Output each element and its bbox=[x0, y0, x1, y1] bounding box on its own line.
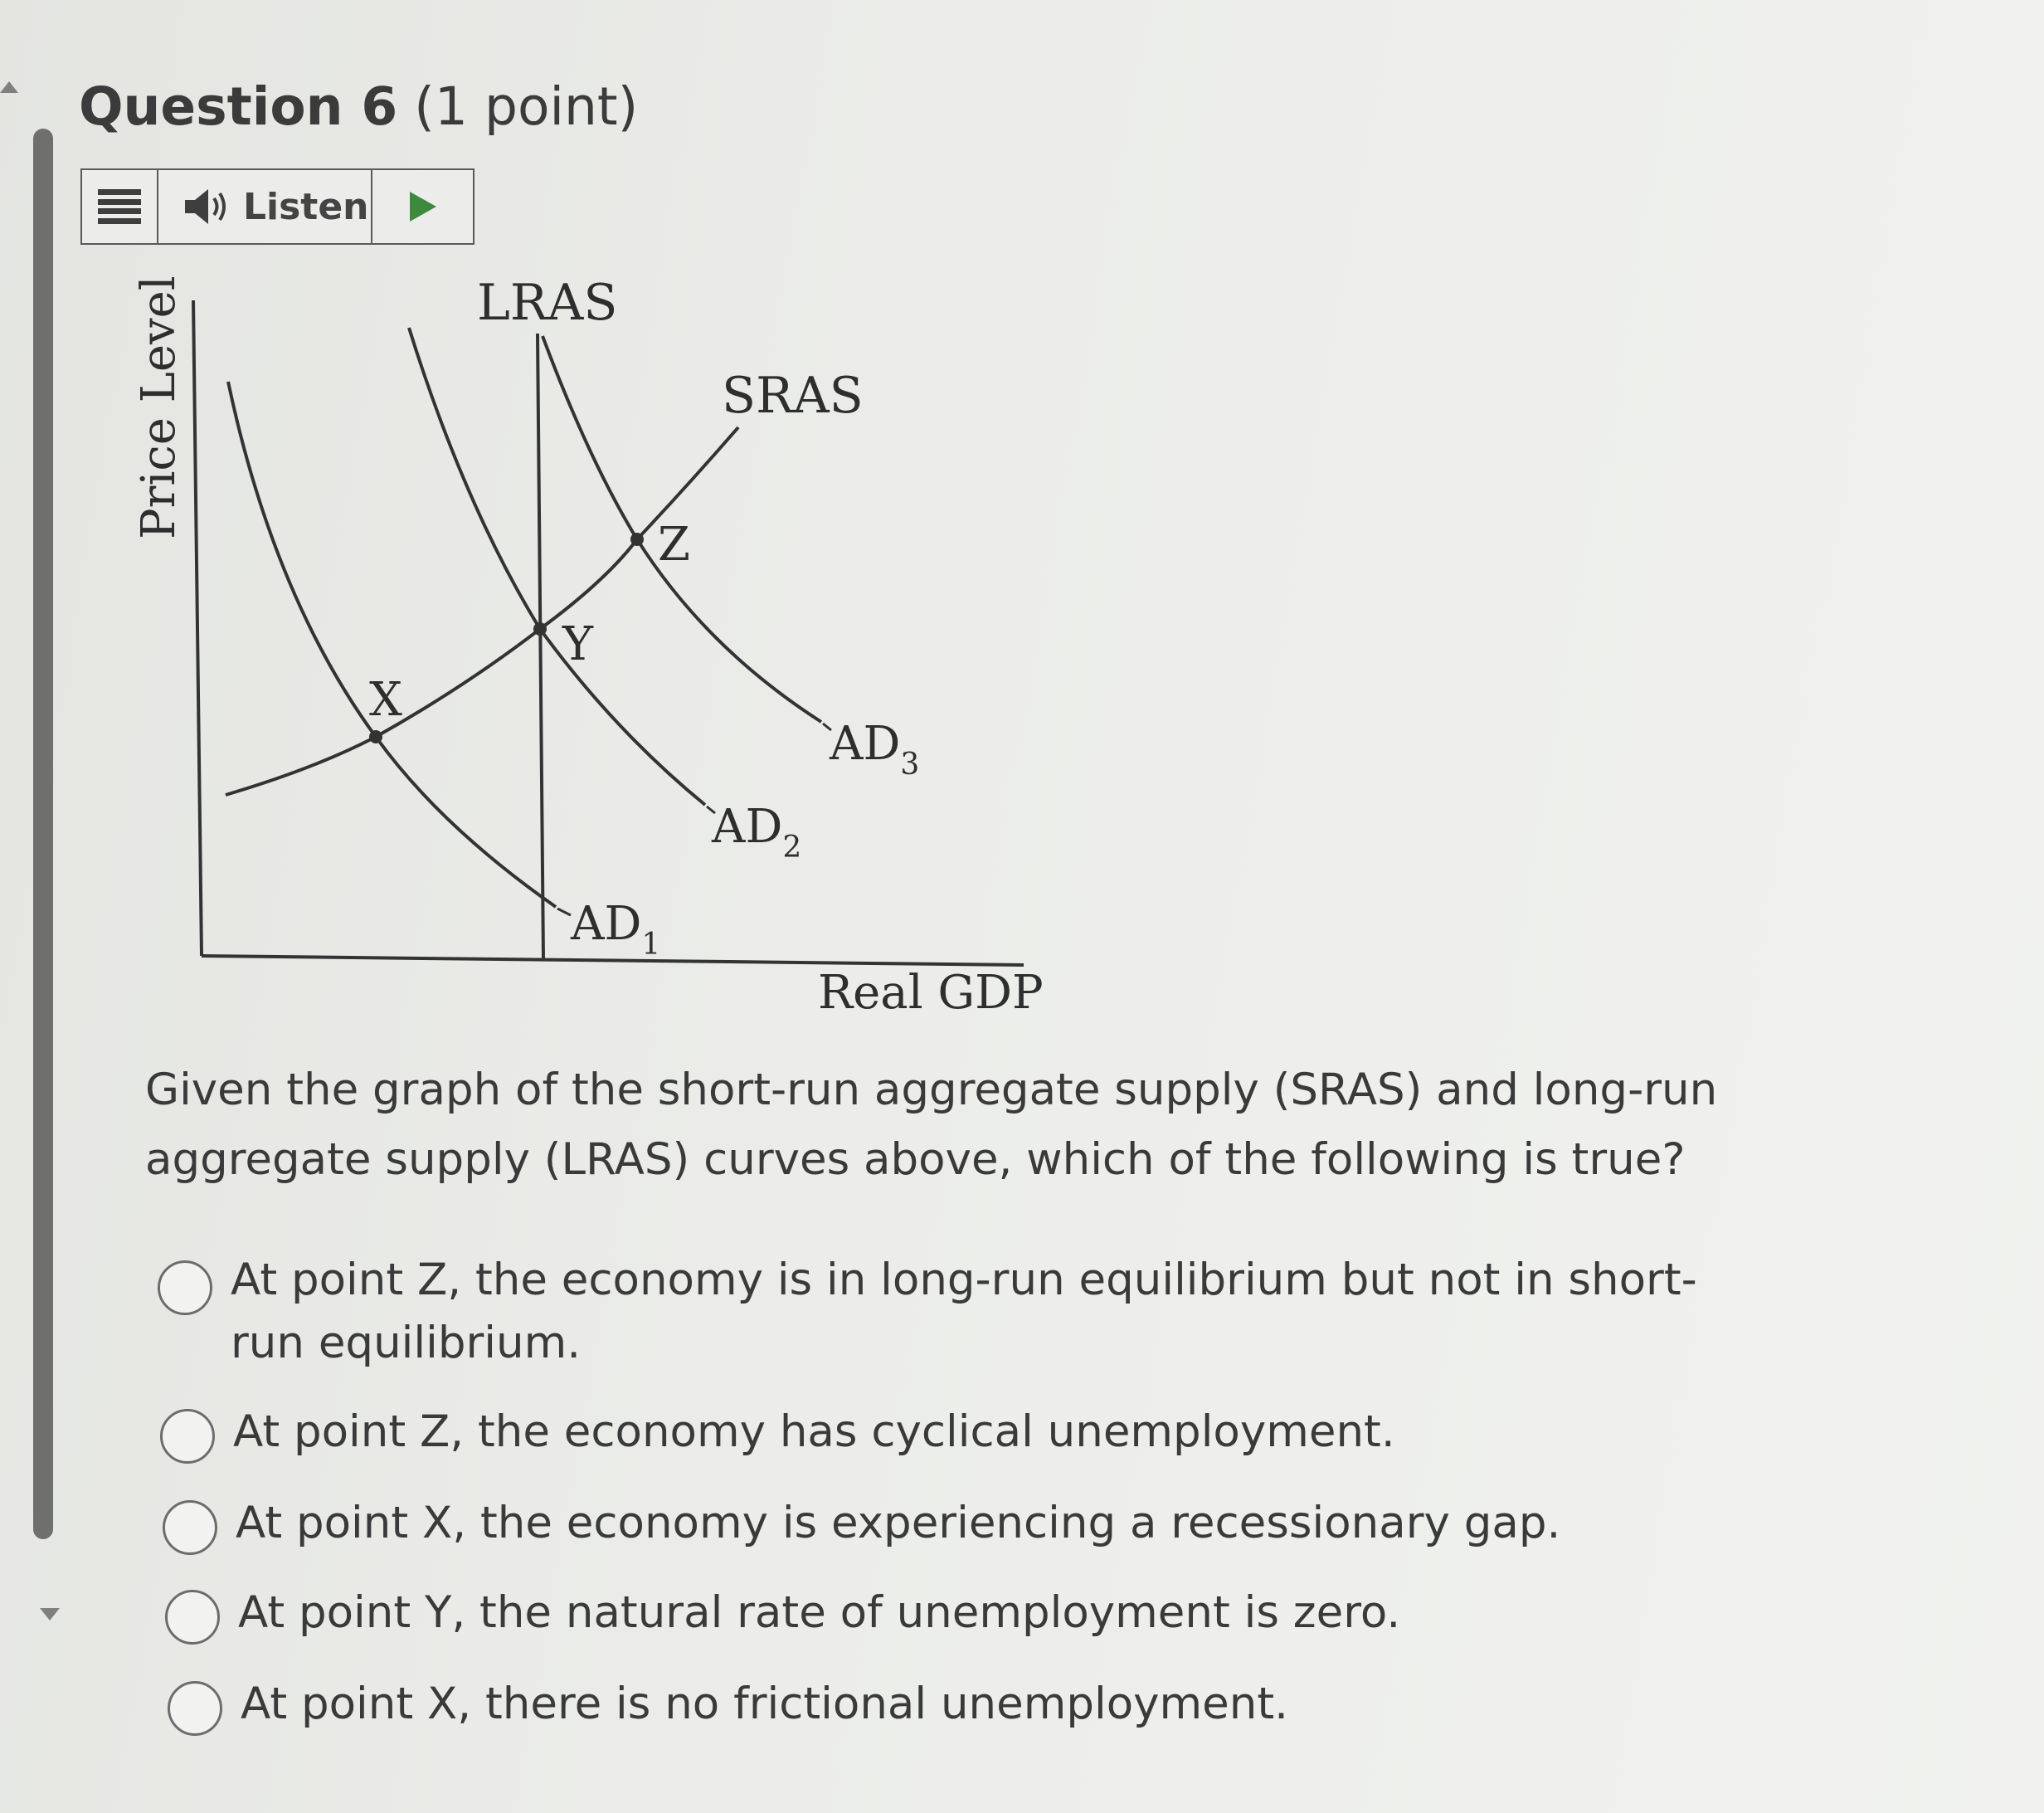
answer-option-text: At point Z, the economy has cyclical unemployment. bbox=[233, 1406, 1395, 1457]
point-x-marker bbox=[369, 730, 382, 743]
y-axis bbox=[193, 300, 202, 956]
answer-option-text: At point X, the economy is experiencing a recessionary gap. bbox=[236, 1498, 1561, 1548]
point-x-label: X bbox=[369, 673, 402, 727]
ad2-label: $AD_2$ bbox=[712, 800, 802, 865]
answer-option-3[interactable] bbox=[163, 1492, 1739, 1555]
sras-label: SRAS bbox=[722, 367, 864, 425]
radio-button[interactable] bbox=[168, 1681, 222, 1736]
question-prompt: Given the graph of the short-run aggregate supply (SRAS) and long-run aggregate supply (LRAS) curves above, which of the following is true? bbox=[145, 1065, 1718, 1185]
x-axis bbox=[202, 956, 1024, 965]
point-z-label: Z bbox=[658, 518, 690, 572]
answer-option-1[interactable] bbox=[158, 1249, 1734, 1375]
listen-label: Listen bbox=[243, 185, 369, 228]
answer-option-text: At point Y, the natural rate of unemployment is zero. bbox=[238, 1587, 1401, 1638]
point-z-marker bbox=[630, 533, 644, 546]
point-y-label: Y bbox=[562, 617, 593, 671]
question-number: Question 6 bbox=[79, 76, 398, 137]
point-y-marker bbox=[533, 622, 547, 636]
answer-option-5[interactable] bbox=[168, 1673, 1744, 1736]
ad3-label: $AD_3$ bbox=[830, 717, 920, 782]
lras-label: LRAS bbox=[477, 274, 618, 332]
ad1-curve bbox=[228, 382, 556, 907]
x-axis-label: Real GDP bbox=[818, 966, 1044, 1020]
answer-option-2[interactable] bbox=[160, 1401, 1736, 1464]
answer-option-text: At point Z, the economy is in long-run equilibrium but not in short-run equilibrium. bbox=[231, 1255, 1697, 1368]
ad1-label: $AD_1$ bbox=[571, 897, 661, 962]
answer-option-4[interactable] bbox=[165, 1582, 1741, 1645]
radio-button[interactable] bbox=[160, 1409, 215, 1464]
lras-line bbox=[538, 334, 543, 960]
y-axis-label: Price Level bbox=[132, 275, 186, 539]
radio-button[interactable] bbox=[158, 1260, 212, 1315]
radio-button[interactable] bbox=[165, 1590, 220, 1645]
answer-option-text: At point X, there is no frictional unemployment. bbox=[241, 1679, 1288, 1729]
radio-button[interactable] bbox=[163, 1500, 217, 1555]
question-points: (1 point) bbox=[414, 76, 639, 137]
ad1-pointer bbox=[557, 909, 571, 915]
